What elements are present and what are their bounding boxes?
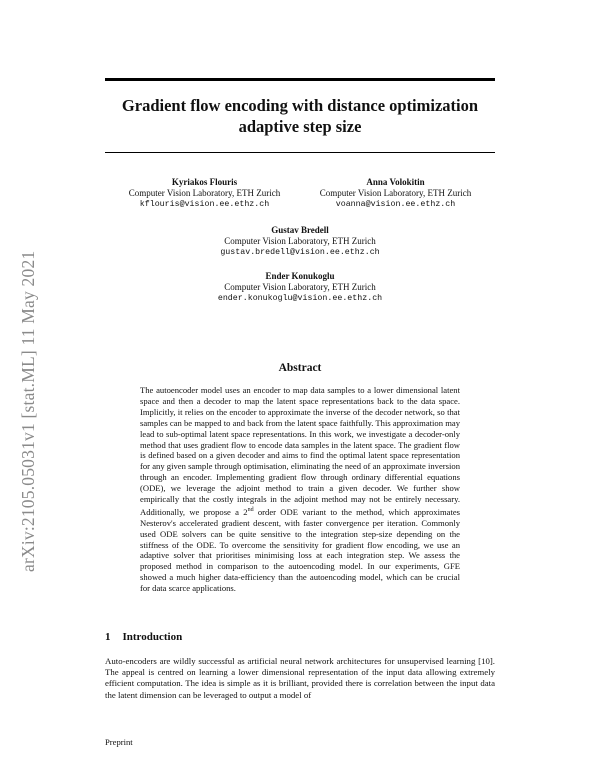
author-block (303, 177, 488, 210)
section-heading (105, 631, 182, 643)
author-affiliation: Computer Vision Laboratory, ETH Zurich (224, 282, 376, 292)
abstract-text-part1: The autoencoder model uses an encoder to map data samples to a lower dimensional latent space and then a decoder to map the latent space representations back to the data space. Implicitly, it relies on the encoder to approximate the inverse of the decoder network, so that samples can be mapped to and back from the latent space faithfully. This approximation may lead to sub-optimal latent space representations. In this work, we investigate a decoder-only method that uses gradient flow to encode data samples in the latent space. The gradient flow is defined based on a given decoder and aims to find the optimal latent space representation for any given sample through optimisation, eliminating the need of an approximate inversion through an encoder. Implementing gradient flow through ordinary differential equations (ODE), we leverage the adjoint method to train a given decoder. We further show empirically that the costly integrals in the adjoint method may not be entirely necessary. Additionally, we propose a 2 (140, 385, 460, 517)
author-affiliation: Computer Vision Laboratory, ETH Zurich (319, 188, 472, 198)
author-email: ender.konukoglu@vision.ee.ethz.ch (217, 294, 383, 303)
paper-title: Gradient flow encoding with distance optimization adaptive step size (121, 96, 479, 136)
author-email: gustav.bredell@vision.ee.ethz.ch (220, 248, 380, 257)
author-email: voanna@vision.ee.ethz.ch (335, 200, 456, 209)
section-title: Introduction (122, 631, 183, 643)
author-name: Gustav Bredell (271, 225, 329, 235)
author-name: Ender Konukoglu (265, 271, 335, 281)
author-affiliation: Computer Vision Laboratory, ETH Zurich (224, 236, 376, 246)
abstract-body (140, 385, 460, 594)
author-name: Kyriakos Flouris (171, 177, 238, 187)
section-body: Auto-encoders are wildly successful as artificial neural network architectures for unsupervised learning [10]. The appeal is centred on learning a lower dimensional representation of the input data allowing extremely efficient computation. The idea is simple as it is brilliant, provided there is correlation between the input data the latent dimension can be leveraged to output a model of (105, 656, 495, 700)
abstract-superscript: nd (247, 506, 254, 513)
author-name: Anna Volokitin (366, 177, 425, 187)
author-block (200, 225, 400, 258)
author-email: kflouris@vision.ee.ethz.ch (139, 200, 270, 209)
footer-preprint: Preprint (105, 737, 133, 747)
title-top-rule (105, 78, 495, 81)
arxiv-stamp: arXiv:2105.05031v1 [stat.ML] 11 May 2021 (18, 250, 38, 572)
author-block (200, 271, 400, 304)
author-block (112, 177, 297, 210)
abstract-heading: Abstract (278, 362, 322, 374)
section-number: 1 (105, 631, 111, 643)
abstract-text-part2: order ODE variant to the method, which approximates Nesterov's accelerated gradient descent, with faster convergence per iteration. Commonly used ODE solvers can be quite sensitive to the integration step-size depending on the stiffness of the ODE. To overcome the sensitivity for gradient flow encoding, we use an adaptive solver that prioritises minimising loss at each integration step. We assess the proposed method in comparison to the autoencoding model. In our experiments, GFE showed a much higher data-efficiency than the autoencoding model, which can be crucial for data scarce applications. (140, 506, 460, 594)
author-affiliation: Computer Vision Laboratory, ETH Zurich (128, 188, 281, 198)
title-bottom-rule (105, 152, 495, 153)
